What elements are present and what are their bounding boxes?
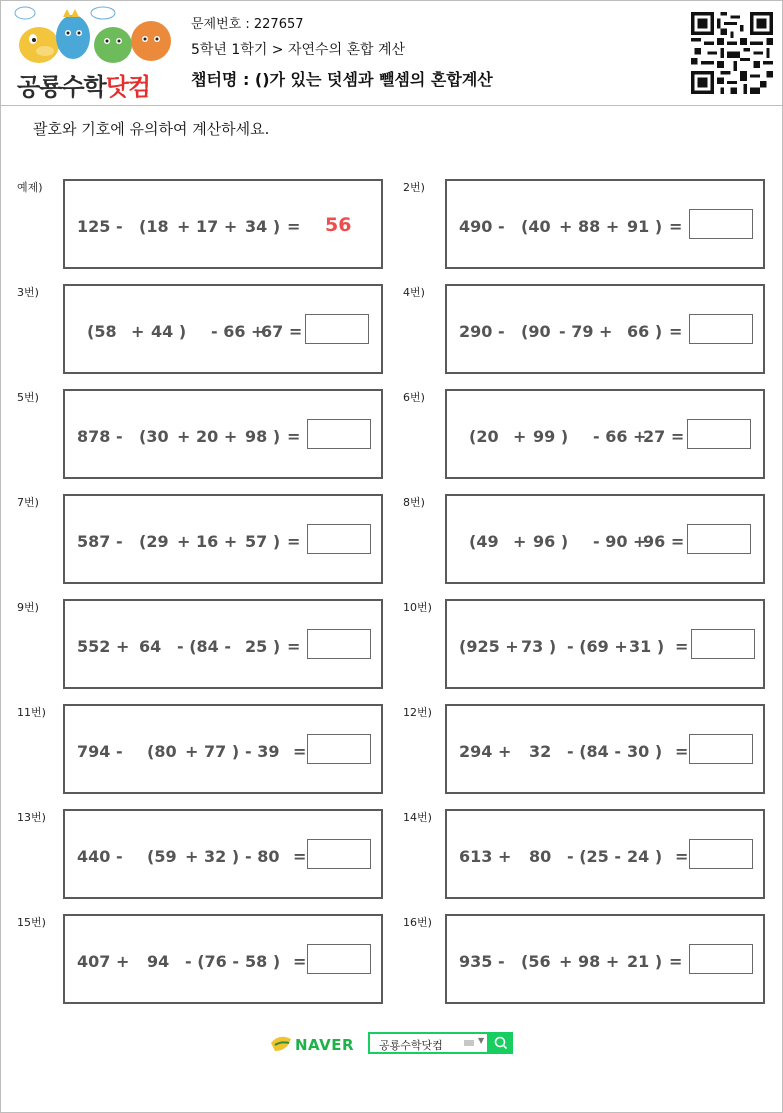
answer-input-box[interactable] xyxy=(691,629,755,659)
naver-search-banner[interactable] xyxy=(269,1031,519,1057)
problem-number-label: 7번) xyxy=(17,496,39,509)
problem-box xyxy=(63,914,383,1004)
expression-term: - 80 xyxy=(245,847,280,866)
expression-term: 30 ) xyxy=(627,742,663,761)
naver-search-input[interactable] xyxy=(368,1032,489,1054)
expression-term: 587 - xyxy=(77,532,123,551)
problem-number-label: 14번) xyxy=(403,811,432,824)
answer-input-box[interactable] xyxy=(689,944,753,974)
qr-code-icon[interactable] xyxy=(691,12,773,94)
expression-term: + 17 + xyxy=(177,217,238,236)
problem-number-label: 13번) xyxy=(17,811,46,824)
expression-term: (18 xyxy=(139,217,169,236)
answer-input-box[interactable] xyxy=(307,734,371,764)
problem-number-label: 10번) xyxy=(403,601,432,614)
problem-box xyxy=(63,179,383,269)
problem-box xyxy=(445,494,765,584)
expression-term: + 88 + xyxy=(559,217,620,236)
expression-term: 34 ) xyxy=(245,217,281,236)
expression-term: (925 + xyxy=(459,637,519,656)
header xyxy=(1,1,782,106)
expression-term: - 79 + xyxy=(559,322,613,341)
expression-term: - 66 + xyxy=(211,322,265,341)
problem-number: 문제번호 : 227657 xyxy=(191,17,304,32)
expression-term: 98 ) xyxy=(245,427,281,446)
expression-term: 66 ) xyxy=(627,322,663,341)
expression-term: = xyxy=(675,742,689,761)
expression-term: = xyxy=(293,952,307,971)
expression-term: - (84 - xyxy=(567,742,621,761)
expression-term: 96 ) xyxy=(533,532,569,551)
problem-number-label: 12번) xyxy=(403,706,432,719)
unit-breadcrumb: 5학년 1학기 > 자연수의 혼합 계산 xyxy=(191,42,406,58)
expression-term: (80 xyxy=(147,742,177,761)
expression-term: = xyxy=(293,742,307,761)
expression-term: (56 xyxy=(521,952,551,971)
expression-term: 73 ) xyxy=(521,637,557,656)
expression-term: 24 ) xyxy=(627,847,663,866)
search-query: 공룡수학닷컴 xyxy=(379,1039,443,1052)
expression-term: (29 xyxy=(139,532,169,551)
keyboard-icon[interactable] xyxy=(464,1040,474,1046)
logo-text-dark: 공룡수학 xyxy=(17,73,106,101)
naver-mascot-icon xyxy=(269,1031,293,1055)
expression-term: + xyxy=(131,322,145,341)
logo-text xyxy=(17,67,150,102)
expression-term: - (69 + xyxy=(567,637,628,656)
expression-term: 490 - xyxy=(459,217,505,236)
expression-term: 99 ) xyxy=(533,427,569,446)
expression-term: 64 xyxy=(139,637,162,656)
problem-box xyxy=(63,809,383,899)
expression-term: (58 xyxy=(87,322,117,341)
expression-term: 294 + xyxy=(459,742,512,761)
expression-term: - 39 xyxy=(245,742,280,761)
expression-term: (40 xyxy=(521,217,551,236)
expression-term: = xyxy=(669,952,683,971)
expression-term: 290 - xyxy=(459,322,505,341)
expression-term: 407 + xyxy=(77,952,130,971)
expression-term: = xyxy=(287,217,301,236)
expression-term: - 66 + xyxy=(593,427,647,446)
problem-number-label: 6번) xyxy=(403,391,425,404)
answer-input-box[interactable] xyxy=(307,419,371,449)
expression-term: (20 xyxy=(469,427,499,446)
problem-number-label: 예제) xyxy=(17,181,43,194)
problem-box xyxy=(445,284,765,374)
problem-box xyxy=(445,599,765,689)
problem-number-label: 9번) xyxy=(17,601,39,614)
problem-box xyxy=(63,599,383,689)
expression-term: = xyxy=(669,217,683,236)
logo xyxy=(11,5,176,101)
chapter-title: 챕터명 : ()가 있는 덧셈과 뺄셈의 혼합계산 xyxy=(191,70,493,89)
expression-term: 80 xyxy=(529,847,552,866)
answer-input-box[interactable] xyxy=(689,734,753,764)
expression-term: = xyxy=(287,637,301,656)
problem-box xyxy=(445,389,765,479)
example-answer: 56 xyxy=(325,214,352,236)
expression-term: 25 ) xyxy=(245,637,281,656)
chevron-down-icon[interactable]: ▼ xyxy=(478,1036,485,1045)
expression-term: + 98 + xyxy=(559,952,620,971)
expression-term: + xyxy=(513,532,527,551)
expression-term: 794 - xyxy=(77,742,123,761)
expression-term: = xyxy=(287,427,301,446)
problem-number-label: 15번) xyxy=(17,916,46,929)
answer-input-box[interactable] xyxy=(689,314,753,344)
expression-term: - 90 + xyxy=(593,532,647,551)
logo-text-red: 닷컴 xyxy=(105,73,151,101)
answer-input-box[interactable] xyxy=(689,839,753,869)
expression-term: 27 = xyxy=(643,427,685,446)
answer-input-box[interactable] xyxy=(307,944,371,974)
expression-term: + 32 ) xyxy=(185,847,240,866)
expression-term: + xyxy=(513,427,527,446)
expression-term: 935 - xyxy=(459,952,505,971)
answer-input-box[interactable] xyxy=(305,314,369,344)
problem-box xyxy=(63,494,383,584)
expression-term: - (84 - xyxy=(177,637,231,656)
problem-number-label: 3번) xyxy=(17,286,39,299)
expression-term: - (76 - xyxy=(185,952,239,971)
expression-term: + 77 ) xyxy=(185,742,240,761)
expression-term: 32 xyxy=(529,742,552,761)
problem-box xyxy=(445,809,765,899)
expression-term: = xyxy=(669,322,683,341)
answer-input-box[interactable] xyxy=(687,524,751,554)
problem-number-label: 8번) xyxy=(403,496,425,509)
expression-term: 878 - xyxy=(77,427,123,446)
expression-term: 440 - xyxy=(77,847,123,866)
expression-term: 613 + xyxy=(459,847,512,866)
expression-term: (30 xyxy=(139,427,169,446)
answer-input-box[interactable] xyxy=(307,629,371,659)
expression-term: + 20 + xyxy=(177,427,238,446)
search-icon xyxy=(489,1032,513,1054)
problem-number-label: 4번) xyxy=(403,286,425,299)
expression-term: = xyxy=(287,532,301,551)
expression-term: (49 xyxy=(469,532,499,551)
expression-term: 31 ) xyxy=(629,637,665,656)
expression-term: (59 xyxy=(147,847,177,866)
problem-number-label: 11번) xyxy=(17,706,46,719)
answer-input-box[interactable] xyxy=(687,419,751,449)
answer-input-box[interactable] xyxy=(689,209,753,239)
expression-term: 552 + xyxy=(77,637,130,656)
search-button[interactable] xyxy=(489,1032,513,1054)
expression-term: (90 xyxy=(521,322,551,341)
expression-term: = xyxy=(675,637,689,656)
expression-term: = xyxy=(293,847,307,866)
expression-term: - (25 - xyxy=(567,847,621,866)
expression-term: = xyxy=(675,847,689,866)
expression-term: 125 - xyxy=(77,217,123,236)
answer-input-box[interactable] xyxy=(307,839,371,869)
expression-term: + 16 + xyxy=(177,532,238,551)
problem-box xyxy=(445,179,765,269)
problem-box xyxy=(63,389,383,479)
problem-box xyxy=(63,284,383,374)
expression-term: 96 = xyxy=(643,532,685,551)
expression-term: 21 ) xyxy=(627,952,663,971)
expression-term: 58 ) xyxy=(245,952,281,971)
problem-number-label: 2번) xyxy=(403,181,425,194)
problem-box xyxy=(445,704,765,794)
dinosaur-mascots-icon xyxy=(11,5,176,67)
answer-input-box[interactable] xyxy=(307,524,371,554)
expression-term: 94 xyxy=(147,952,170,971)
expression-term: 67 = xyxy=(261,322,303,341)
instruction-text: 괄호와 기호에 유의하여 계산하세요. xyxy=(33,120,270,138)
problem-number-label: 5번) xyxy=(17,391,39,404)
problem-box xyxy=(445,914,765,1004)
problem-box xyxy=(63,704,383,794)
naver-brand: NAVER xyxy=(295,1036,355,1054)
expression-term: 91 ) xyxy=(627,217,663,236)
expression-term: 44 ) xyxy=(151,322,187,341)
expression-term: 57 ) xyxy=(245,532,281,551)
problem-number-label: 16번) xyxy=(403,916,432,929)
